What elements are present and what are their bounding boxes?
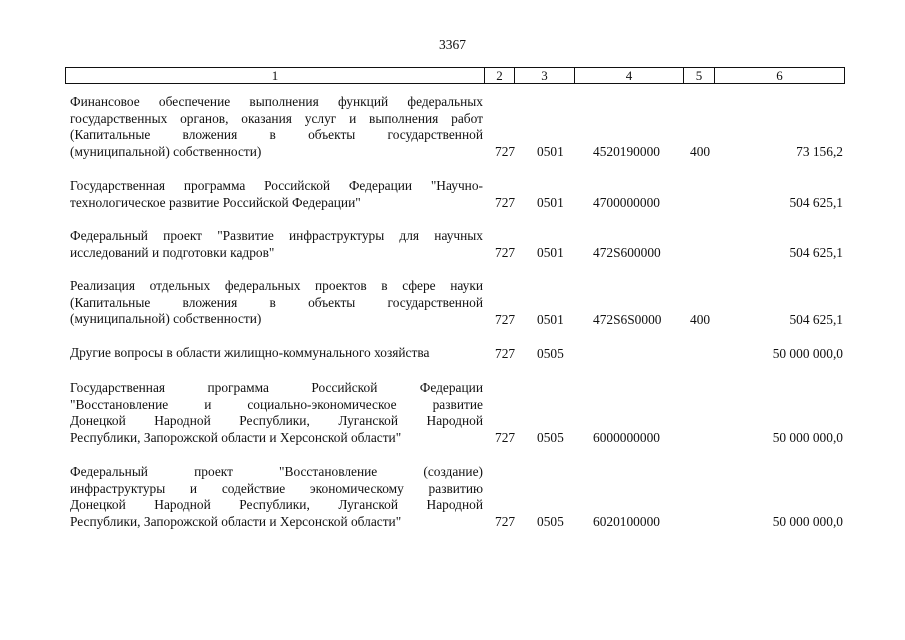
column-header-4: 4 [575, 68, 684, 84]
table-row [0, 345, 905, 362]
row-name [70, 345, 483, 362]
row-name-line: Донецкой Народной Республики, Луганской Народной [70, 497, 483, 512]
row-csr: 4520190000 [593, 143, 660, 159]
row-csr: 472S600000 [593, 244, 661, 260]
row-sum: 50 000 000,0 [772, 513, 843, 529]
row-name [70, 94, 483, 160]
row-csr: 472S6S0000 [593, 311, 662, 327]
row-name-line: Республики, Запорожской области и Херсонской области" [70, 429, 402, 445]
column-header-6: 6 [715, 68, 845, 84]
table-row [0, 464, 905, 530]
row-name-line: Финансовое обеспечение выполнения функций федеральных [70, 94, 483, 109]
row-name [70, 464, 483, 530]
row-rzpr: 0501 [537, 194, 564, 210]
row-name-line: (муниципальной) собственности) [70, 143, 262, 159]
row-sum: 504 625,1 [789, 244, 843, 260]
row-name-line: исследований и подготовки кадров" [70, 244, 275, 260]
row-name-line: инфраструктуры и содействие экономическому развитию [70, 480, 483, 496]
row-name-line: государственных органов, оказания услуг и выполнения работ [70, 110, 483, 126]
row-name [70, 178, 483, 211]
row-name-line: Федеральный проект "Восстановление (создание) [70, 464, 483, 479]
row-grbs: 727 [495, 194, 516, 210]
row-name-line: технологическое развитие Российской Федерации" [70, 194, 361, 210]
row-name-line: (муниципальной) собственности) [70, 311, 262, 326]
column-header-3: 3 [515, 68, 575, 84]
row-rzpr: 0505 [537, 345, 564, 361]
row-sum: 73 156,2 [796, 143, 843, 159]
row-sum: 50 000 000,0 [772, 429, 843, 445]
column-header-2: 2 [485, 68, 515, 84]
row-name-line: "Восстановление и социально-экономическое развитие [70, 396, 483, 412]
row-grbs: 727 [495, 513, 516, 529]
table-row [0, 278, 905, 328]
row-grbs: 727 [495, 345, 516, 361]
table-row [0, 380, 905, 446]
column-header-1: 1 [66, 68, 485, 84]
row-csr: 6020100000 [593, 513, 660, 529]
row-grbs: 727 [495, 143, 516, 159]
row-grbs: 727 [495, 244, 516, 260]
row-vr: 400 [690, 143, 711, 159]
table-row [0, 228, 905, 261]
row-rzpr: 0501 [537, 143, 564, 159]
table-row [0, 94, 905, 160]
row-name-line: Государственная программа Российской Федерации "Научно- [70, 178, 483, 193]
row-name [70, 228, 483, 261]
table-row [0, 178, 905, 211]
row-sum: 504 625,1 [789, 311, 843, 327]
row-name-line: Республики, Запорожской области и Херсонской области" [70, 513, 402, 529]
row-rzpr: 0501 [537, 311, 564, 327]
row-name-line: Федеральный проект "Развитие инфраструктуры для научных [70, 228, 483, 243]
row-grbs: 727 [495, 311, 516, 327]
row-rzpr: 0501 [537, 244, 564, 260]
row-name [70, 380, 483, 446]
column-header-5: 5 [684, 68, 715, 84]
row-csr: 6000000000 [593, 429, 660, 445]
row-sum: 504 625,1 [789, 194, 843, 210]
row-name-line: Государственная программа Российской Федерации [70, 380, 483, 395]
row-name [70, 278, 483, 328]
row-rzpr: 0505 [537, 429, 564, 445]
row-name-line: (Капитальные вложения в объекты государственной [70, 127, 483, 142]
row-name-line: Реализация отдельных федеральных проектов в сфере науки [70, 278, 483, 293]
row-sum: 50 000 000,0 [772, 345, 843, 361]
row-name-line: (Капитальные вложения в объекты государственной [70, 294, 483, 310]
row-vr: 400 [690, 311, 711, 327]
row-csr: 4700000000 [593, 194, 660, 210]
page-number: 3367 [439, 37, 466, 52]
row-name-line: Донецкой Народной Республики, Луганской Народной [70, 413, 483, 428]
row-grbs: 727 [495, 429, 516, 445]
row-name-line: Другие вопросы в области жилищно-коммунального хозяйства [70, 345, 430, 360]
row-rzpr: 0505 [537, 513, 564, 529]
